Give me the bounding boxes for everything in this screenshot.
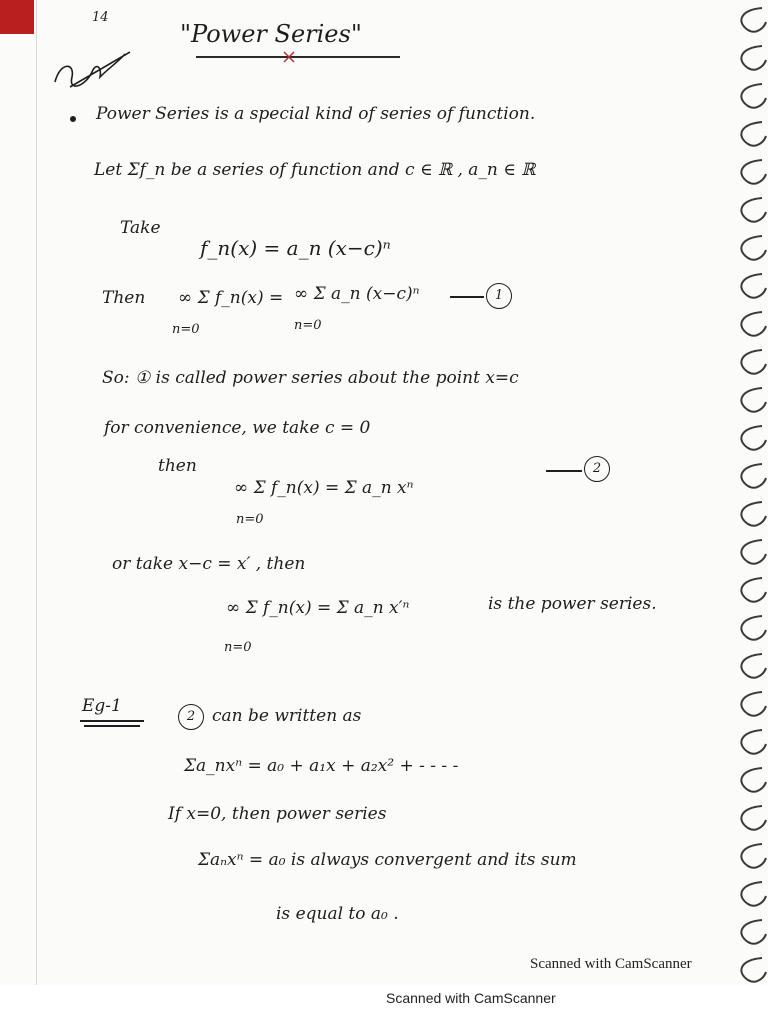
eq-tag-line-2 — [546, 470, 582, 472]
eq-tag-line-1 — [450, 296, 484, 298]
example-if-line: If x=0, then power series — [168, 804, 387, 824]
spiral-ring — [741, 46, 766, 70]
spiral-ring — [741, 84, 766, 108]
spiral-binding — [722, 0, 768, 985]
then-rhs-lower: n=0 — [294, 318, 322, 333]
then2-label: then — [158, 456, 197, 476]
equation-tag-2: 2 — [584, 456, 610, 482]
example-label: Eg-1 — [82, 696, 122, 716]
or-sum: ∞ Σ f_n(x) = Σ a_n x′ⁿ — [226, 598, 410, 618]
spiral-ring — [741, 236, 766, 260]
convenience-line: for convenience, we take c = 0 — [104, 418, 371, 438]
page-title: "Power Series" — [180, 20, 362, 48]
spiral-ring — [741, 920, 766, 944]
spiral-ring — [741, 882, 766, 906]
then-sum-lower: n=0 — [172, 322, 200, 337]
signature-scribble — [50, 42, 140, 102]
spiral-ring — [741, 198, 766, 222]
definition-line-2: Let Σf_n be a series of function and c ∈ ℝ , a_n ∈ ℝ — [94, 160, 536, 180]
example-result: Σaₙxⁿ = a₀ is always convergent and its sum — [198, 850, 577, 870]
spiral-ring — [741, 958, 766, 982]
example-result-2: is equal to a₀ . — [276, 904, 399, 924]
then2-sum: ∞ Σ f_n(x) = Σ a_n xⁿ — [234, 478, 414, 498]
definition-line-1: Power Series is a special kind of series of function. — [96, 104, 536, 124]
bullet-point — [70, 116, 76, 122]
margin-line — [36, 0, 37, 985]
spiral-ring — [741, 122, 766, 146]
spiral-ring — [741, 692, 766, 716]
then-sum: ∞ Σ f_n(x) = — [178, 288, 284, 308]
then2-sum-lower: n=0 — [236, 512, 264, 527]
spiral-ring — [741, 464, 766, 488]
spiral-ring — [741, 388, 766, 412]
take-formula: f_n(x) = a_n (x−c)ⁿ — [200, 236, 391, 260]
spiral-ring — [741, 8, 766, 32]
then-label: Then — [102, 288, 146, 308]
page-number: 14 — [92, 10, 109, 25]
spiral-ring — [741, 540, 766, 564]
page-corner-mark — [0, 0, 34, 34]
spiral-ring — [741, 426, 766, 450]
title-cross-mark — [282, 50, 296, 64]
spiral-ring — [741, 654, 766, 678]
or-line: or take x−c = x′ , then — [112, 554, 306, 574]
title-underline — [196, 56, 400, 58]
scanned-watermark-inner: Scanned with CamScanner — [530, 956, 692, 972]
or-tail: is the power series. — [488, 594, 657, 614]
example-expansion: Σa_nxⁿ = a₀ + a₁x + a₂x² + - - - - — [184, 756, 459, 776]
take-label: Take — [120, 218, 161, 238]
spiral-ring — [741, 768, 766, 792]
so-line: So: ① is called power series about the point x=c — [102, 368, 519, 388]
spiral-ring — [741, 502, 766, 526]
spiral-ring — [741, 730, 766, 754]
or-sum-lower: n=0 — [224, 640, 252, 655]
spiral-ring — [741, 312, 766, 336]
then-rhs: ∞ Σ a_n (x−c)ⁿ — [294, 284, 420, 304]
spiral-ring — [741, 160, 766, 184]
example-underline-2 — [84, 725, 140, 727]
spiral-ring — [741, 274, 766, 298]
spiral-ring — [741, 806, 766, 830]
example-tag: 2 — [178, 704, 204, 730]
spiral-ring — [741, 350, 766, 374]
equation-tag-1: 1 — [486, 283, 512, 309]
spiral-ring — [741, 616, 766, 640]
scanned-watermark-outer: Scanned with CamScanner — [386, 990, 556, 1006]
example-intro: can be written as — [212, 706, 362, 726]
spiral-ring — [741, 578, 766, 602]
example-underline-1 — [80, 720, 144, 722]
spiral-ring — [741, 844, 766, 868]
